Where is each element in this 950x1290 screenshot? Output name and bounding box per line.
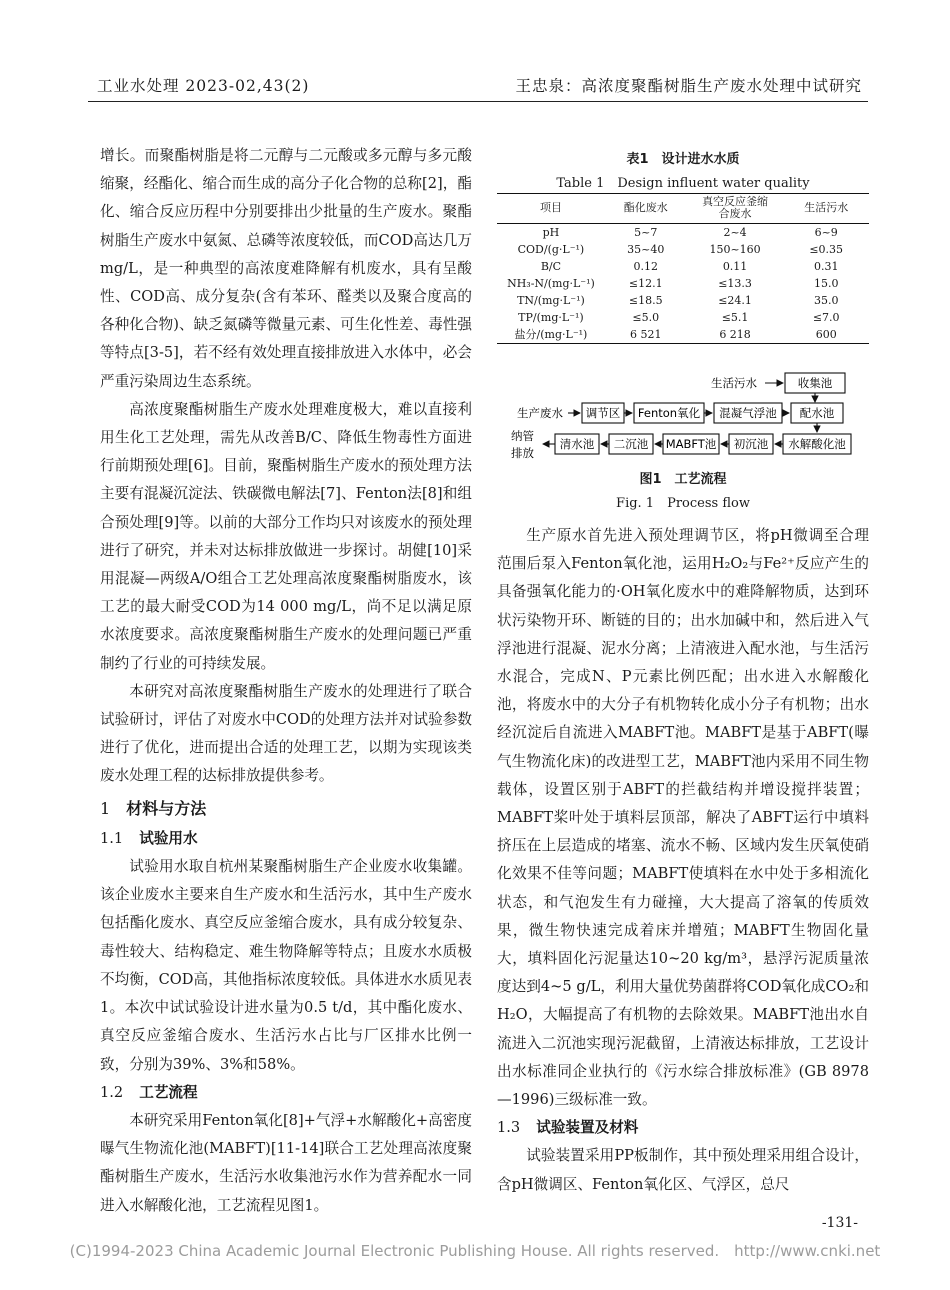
table-cell: ≤7.0 xyxy=(812,311,840,324)
table-cell: ≤24.1 xyxy=(718,294,752,307)
table-1-caption-cn: 表1 设计进水水质 xyxy=(626,152,740,167)
flow-text-collection-tank: 收集池 xyxy=(797,376,833,390)
section-1-3-heading: 1.3 试验装置及材料 xyxy=(497,1119,639,1137)
table-row xyxy=(497,224,869,242)
section-1-2-heading: 1.2 工艺流程 xyxy=(100,1083,198,1101)
table-header-cell: 真空反应釜缩合废水 xyxy=(687,194,784,224)
table-row xyxy=(497,309,869,326)
table-cell: ≤0.35 xyxy=(809,243,844,256)
journal-header: 工业水处理 2023-02,43(2) xyxy=(97,77,310,95)
table-cell: 6 218 xyxy=(719,328,751,341)
flow-text-regulating-zone: 调节区 xyxy=(585,406,621,420)
table-header-row xyxy=(497,194,869,224)
left-paragraph-5: 本研究采用Fenton氧化[8]+气浮+水解酸化+高密度曝气生物流化池(MABFT)[11-14]联合工艺处理高浓度聚酯树脂生产废水，生活污水收集池污水作为营养配水一同进入水解酸化池，工艺流程见图1。 xyxy=(100,1111,472,1214)
table-cell: 15.0 xyxy=(813,277,839,290)
table-cell: 600 xyxy=(815,328,837,341)
table-cell: 0.31 xyxy=(813,260,839,273)
right-column xyxy=(497,522,869,1199)
table-row xyxy=(497,258,869,275)
right-paragraph-2: 试验装置采用PP板制作，其中预处理采用组合设计，含pH微调区、Fenton氧化区、气浮区，总尺 xyxy=(497,1147,869,1193)
table-row xyxy=(497,241,869,258)
table-cell: ≤12.1 xyxy=(628,277,663,290)
table-cell: 6~9 xyxy=(814,226,838,239)
section-1-1-heading: 1.1 试验用水 xyxy=(100,829,198,847)
table-cell: 2~4 xyxy=(723,226,747,239)
table-row xyxy=(497,292,869,309)
table-header-cell: 项目 xyxy=(497,194,605,224)
table-header-cell: 酯化废水 xyxy=(605,194,687,224)
flow-text-coag-flotation: 混凝气浮池 xyxy=(719,406,777,420)
table-cell: ≤5.1 xyxy=(721,311,749,324)
table-cell: 盐分/(mg·L⁻¹) xyxy=(514,328,588,341)
table-cell: 5~7 xyxy=(634,226,658,239)
table-cell: 35.0 xyxy=(813,294,839,307)
table-cell: TP/(mg·L⁻¹) xyxy=(518,311,584,324)
process-flow-diagram xyxy=(497,370,869,470)
table-cell: TN/(mg·L⁻¹) xyxy=(517,294,585,307)
table-cell: pH xyxy=(542,226,560,239)
flow-text-fenton: Fenton氧化 xyxy=(637,406,701,420)
table-cell: ≤13.3 xyxy=(718,277,752,290)
header-rule xyxy=(88,101,868,102)
flow-label-discharge-2: 排放 xyxy=(511,446,534,460)
table-cell: 150~160 xyxy=(709,243,761,256)
left-paragraph-2: 高浓度聚酯树脂生产废水处理难度极大，难以直接利用生化工艺处理，需先从改善B/C、降低生物毒性方面进行前期预处理[6]。目前，聚酯树脂生产废水的预处理方法主要有混凝沉淀法、铁碳微电解法[7]、Fenton法[8]和组合预处理[9]等。以前的大部分工作均只对该废水的预处理进行了研究，并未对达标排放做进一步探讨。胡健[10]采用混凝—两级A/O组合工艺处理高浓度聚酯树脂废水，该工艺的最大耐受COD为14 000 mg/L，尚不足以满足原水浓度要求。高浓度聚酯树脂生产废水的处理问题已严重制约了行业的可持续发展。 xyxy=(100,400,472,672)
page-number: -131- xyxy=(821,1215,858,1231)
table-cell: 35~40 xyxy=(627,243,665,256)
table-cell: ≤5.0 xyxy=(632,311,660,324)
flow-text-secondary-settling: 二沉池 xyxy=(613,437,649,451)
figure-1-caption-cn: 图1 工艺流程 xyxy=(639,472,727,487)
table-cell: 0.12 xyxy=(633,260,659,273)
left-column xyxy=(100,142,472,1220)
flow-label-domestic-sewage: 生活污水 xyxy=(711,376,757,390)
flow-text-hydrolysis: 水解酸化池 xyxy=(788,437,846,451)
copyright-footer: (C)1994-2023 China Academic Journal Electronic Publishing House. All rights reserved. http://www.cnki.net xyxy=(69,1242,881,1260)
table-row xyxy=(497,326,869,344)
left-paragraph-3: 本研究对高浓度聚酯树脂生产废水的处理进行了联合试验研讨，评估了对废水中COD的处理方法并对试验参数进行了优化，进而提出合适的处理工艺，以期为实现该类废水处理工程的达标排放提供参考。 xyxy=(100,682,472,785)
table-header-cell: 生活污水 xyxy=(783,194,869,224)
figure-1-caption-en: Fig. 1 Process flow xyxy=(616,496,750,511)
flow-label-production-wastewater: 生产废水 xyxy=(517,406,563,420)
article-running-title: 王忠泉：高浓度聚酯树脂生产废水处理中试研究 xyxy=(515,77,862,95)
table-1 xyxy=(497,193,869,344)
table-row xyxy=(497,275,869,292)
section-1-heading: 1 材料与方法 xyxy=(100,798,207,818)
left-paragraph-1: 增长。而聚酯树脂是将二元醇与二元酸或多元醇与多元酸缩聚，经酯化、缩合而生成的高分子化合物的总称[2]，酯化、缩合反应历程中分别要排出少批量的生产废水。聚酯树脂生产废水中氨氮、总磷等浓度较低，而COD高达几万 mg/L，是一种典型的高浓度难降解有机废水，具有呈酸性、COD高、成分复杂(含有苯环、醛类以及聚合度高的各种化合物)、缺乏氮磷等微量元素、可生化性差、毒性强等特点[3-5]，若不经有效处理直接排放进入水体中，必会严重污染周边生态系统。 xyxy=(100,147,472,390)
table-1-caption-en: Table 1 Design influent water quality xyxy=(556,176,810,191)
table-cell: 0.11 xyxy=(722,260,748,273)
table-cell: B/C xyxy=(540,260,562,273)
flow-text-clear-water: 清水池 xyxy=(559,437,595,451)
flow-text-mabft: MABFT池 xyxy=(665,437,717,451)
flow-text-mixing-tank: 配水池 xyxy=(799,406,835,420)
flow-text-primary-settling: 初沉池 xyxy=(733,437,769,451)
left-paragraph-4: 试验用水取自杭州某聚酯树脂生产企业废水收集罐。该企业废水主要来自生产废水和生活污水，其中生产废水包括酯化废水、真空反应釜缩合废水，具有成分较复杂、毒性较大、结构稳定、难生物降解等特点；且废水水质极不均衡，COD高，其他指标浓度较低。具体进水水质见表1。本次中试试验设计进水量为0.5 t/d，其中酯化废水、真空反应釜缩合废水、生活污水占比与厂区排水比例一致，分别为39%、3%和58%。 xyxy=(100,858,472,1073)
table-cell: 6 521 xyxy=(630,328,662,341)
table-cell: NH₃-N/(mg·L⁻¹) xyxy=(507,277,595,290)
table-cell: COD/(g·L⁻¹) xyxy=(517,243,585,256)
right-paragraph-1: 生产原水首先进入预处理调节区，将pH微调至合理范围后泵入Fenton氧化池，运用H₂O₂与Fe²⁺反应产生的具备强氧化能力的·OH氧化废水中的难降解物质，达到环状污染物开环、断链的目的；出水加碱中和，然后进入气浮池进行混凝、泥水分离；上清液进入配水池，与生活污水混合，完成N、P元素比例匹配；出水进入水解酸化池，将废水中的大分子有机物转化成小分子有机物；出水经沉淀后自流进入MABFT池。MABFT是基于ABFT(曝气生物流化床)的改进型工艺，MABFT池内采用不同生物载体，设置区别于ABFT的拦截结构并增设搅拌装置；MABFT桨叶处于填料层顶部，解决了ABFT运行中填料挤压在上层造成的堵塞、流水不畅、区域内发生厌氧使硝化效果不佳等问题；MABFT使填料在水中处于多相流化状态，和气泡发生有力碰撞，大大提高了溶氧的传质效果，微生物快速完成着床并增殖；MABFT生物固化量大，填料固化污泥量达10~20 kg/m³，悬浮污泥质量浓度达到4~5 g/L，利用大量优势菌群将COD氧化成CO₂和H₂O，大幅提高了有机物的去除效果。MABFT池出水自流进入二沉池实现污泥截留，上清液达标排放，工艺设计出水标准同企业执行的《污水综合排放标准》(GB 8978—1996)三级标准一致。 xyxy=(497,527,869,1109)
table-cell: ≤18.5 xyxy=(628,294,663,307)
flow-label-discharge-1: 纳管 xyxy=(511,429,534,443)
